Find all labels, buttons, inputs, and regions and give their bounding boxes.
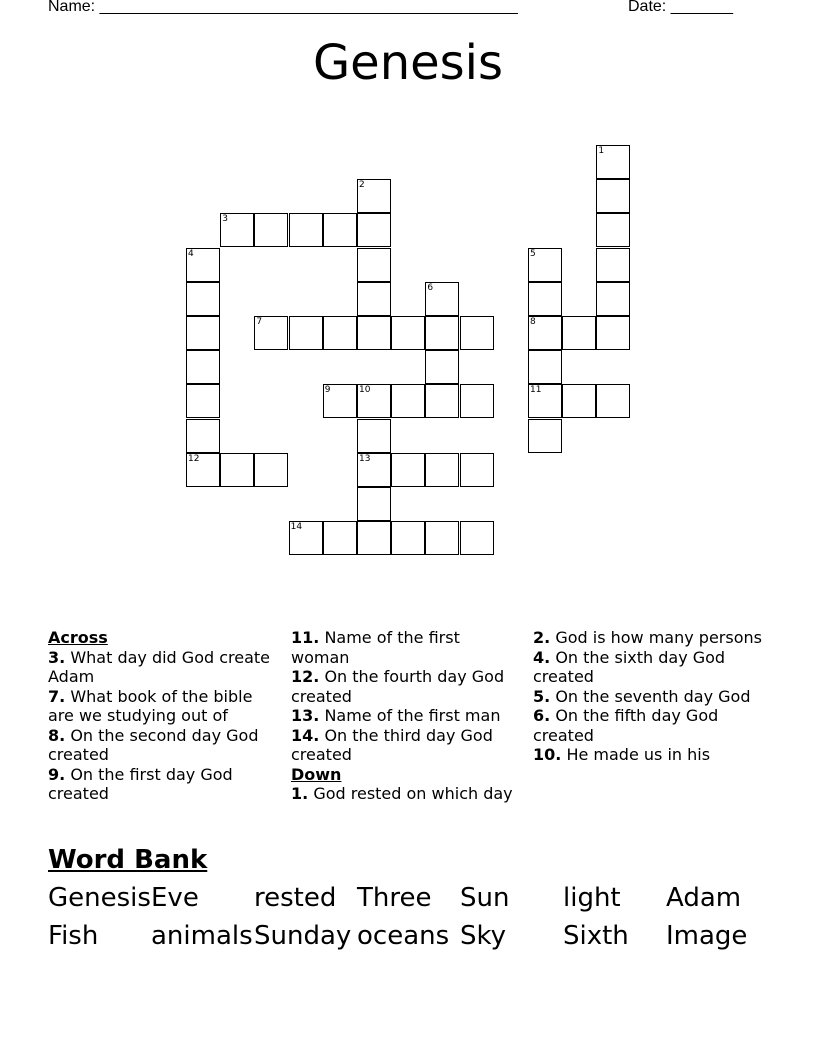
across-clue-7: 7. What book of the bible are we studying out of (48, 686, 253, 725)
clue-number: 4 (188, 248, 194, 259)
crossword-cell[interactable] (562, 316, 596, 350)
across-clue-9: 9. On the first day God created (48, 764, 233, 803)
word-bank-word: Fish (48, 921, 99, 951)
crossword-cell[interactable] (186, 384, 220, 418)
crossword-cell[interactable] (596, 145, 630, 179)
crossword-cell[interactable] (186, 419, 220, 453)
crossword-cell[interactable] (323, 213, 357, 247)
word-bank-word: Image (666, 921, 748, 951)
clue-number: 6 (427, 282, 434, 293)
crossword-cell[interactable] (220, 453, 254, 487)
word-bank-word: Sunday (254, 921, 352, 951)
crossword-cell[interactable] (596, 282, 630, 316)
down-clue-6: 6. On the fifth day God created (533, 706, 719, 745)
clue-number: 1 (598, 146, 605, 156)
word-bank-word: rested (254, 883, 337, 913)
crossword-cell[interactable] (391, 521, 425, 555)
word-bank-word: oceans (357, 921, 450, 951)
crossword-cell[interactable] (596, 179, 630, 213)
page-title: Genesis (312, 35, 504, 91)
clue-number: 11 (530, 385, 542, 396)
clue-number: 8 (530, 317, 536, 327)
crossword-cell[interactable] (357, 179, 391, 213)
crossword-cell[interactable] (425, 350, 459, 384)
word-bank-heading: Word Bank (48, 845, 208, 875)
clue-number: 7 (256, 317, 263, 327)
crossword-cell[interactable] (528, 316, 562, 350)
clue-number: 10 (359, 385, 371, 396)
crossword-cell[interactable] (357, 316, 391, 350)
word-bank-word: Genesis (48, 883, 151, 913)
crossword-cell[interactable] (596, 248, 630, 282)
crossword-cell[interactable] (357, 248, 391, 282)
crossword-cell[interactable] (186, 282, 220, 316)
clue-number: 3 (222, 214, 228, 225)
crossword-cell[interactable] (460, 521, 494, 555)
crossword-cell[interactable] (323, 384, 357, 418)
crossword-cell[interactable] (289, 521, 323, 555)
crossword-cell[interactable] (186, 316, 220, 350)
across-clue-13: 13. Name of the first man (291, 706, 501, 725)
crossword-cell[interactable] (357, 282, 391, 316)
crossword-cell[interactable] (596, 213, 630, 247)
crossword-cell[interactable] (528, 419, 562, 453)
crossword-cell[interactable] (596, 384, 630, 418)
down-clue-1: 1. God rested on which day (291, 784, 513, 803)
crossword-cell[interactable] (357, 419, 391, 453)
down-clue-4: 4. On the sixth day God created (533, 647, 726, 686)
across-clue-11: 11. Name of the first woman (291, 628, 460, 667)
word-bank-word: Sky (460, 921, 507, 951)
clue-number: 2 (359, 180, 365, 191)
crossword-cell[interactable] (323, 521, 357, 555)
word-bank-word: Adam (666, 883, 742, 913)
crossword-cell[interactable] (289, 316, 323, 350)
crossword-cell[interactable] (596, 316, 630, 350)
crossword-cell[interactable] (186, 248, 220, 282)
across-clue-12: 12. On the fourth day God created (291, 667, 505, 706)
crossword-cell[interactable] (425, 453, 459, 487)
crossword-cell[interactable] (186, 350, 220, 384)
crossword-cell[interactable] (323, 316, 357, 350)
crossword-cell[interactable] (391, 384, 425, 418)
clue-column-1 (48, 628, 283, 804)
crossword-cell[interactable] (425, 384, 459, 418)
crossword-cell[interactable] (289, 213, 323, 247)
across-clue-14: 14. On the third day God created (291, 725, 493, 764)
crossword-cell[interactable] (528, 282, 562, 316)
crossword-cell[interactable] (460, 384, 494, 418)
word-bank-word: Eve (151, 883, 199, 913)
crossword-cell[interactable] (357, 521, 391, 555)
crossword-cell[interactable] (562, 384, 596, 418)
clue-column-2 (291, 628, 521, 804)
crossword-cell[interactable] (528, 384, 562, 418)
down-clue-5: 5. On the seventh day God (533, 686, 751, 706)
down-clue-2: 2. God is how many persons (533, 628, 762, 647)
across-heading: Across (48, 628, 108, 647)
clue-number: 14 (290, 522, 303, 533)
crossword-cell[interactable] (254, 316, 288, 350)
date-field[interactable]: Date: _______ (628, 0, 733, 15)
crossword-cell[interactable] (460, 316, 494, 350)
crossword-cell[interactable] (254, 453, 288, 487)
word-bank-word: Three (357, 883, 432, 913)
clue-column-3 (533, 628, 768, 765)
clue-number: 13 (359, 453, 371, 464)
word-bank-word: animals (151, 921, 253, 951)
crossword-cell[interactable] (460, 453, 494, 487)
crossword-cell[interactable] (357, 487, 391, 521)
down-clue-10: 10. He made us in his (533, 745, 711, 764)
crossword-cell[interactable] (425, 316, 459, 350)
crossword-cell[interactable] (425, 521, 459, 555)
word-bank-word: light (563, 883, 621, 913)
crossword-cell[interactable] (357, 213, 391, 247)
crossword-cell[interactable] (357, 384, 391, 418)
down-heading: Down (291, 764, 342, 784)
crossword-cell[interactable] (220, 213, 254, 247)
word-bank-word: Sun (460, 883, 510, 913)
crossword-cell[interactable] (528, 248, 562, 282)
word-bank (48, 883, 769, 959)
crossword-cell[interactable] (425, 282, 459, 316)
name-field[interactable]: Name: _______________________________________________ (48, 0, 518, 15)
across-clue-3: 3. What day did God create Adam (48, 647, 271, 686)
crossword-cell[interactable] (391, 316, 425, 350)
crossword-cell[interactable] (357, 453, 391, 487)
clue-number: 5 (530, 248, 536, 259)
crossword-cell[interactable] (186, 453, 220, 487)
across-clue-8: 8. On the second day God created (48, 725, 259, 764)
crossword-cell[interactable] (391, 453, 425, 487)
word-bank-word: Sixth (563, 921, 629, 951)
crossword-cell[interactable] (528, 350, 562, 384)
clue-number: 12 (188, 453, 200, 464)
clue-number: 9 (324, 385, 331, 396)
crossword-cell[interactable] (254, 213, 288, 247)
